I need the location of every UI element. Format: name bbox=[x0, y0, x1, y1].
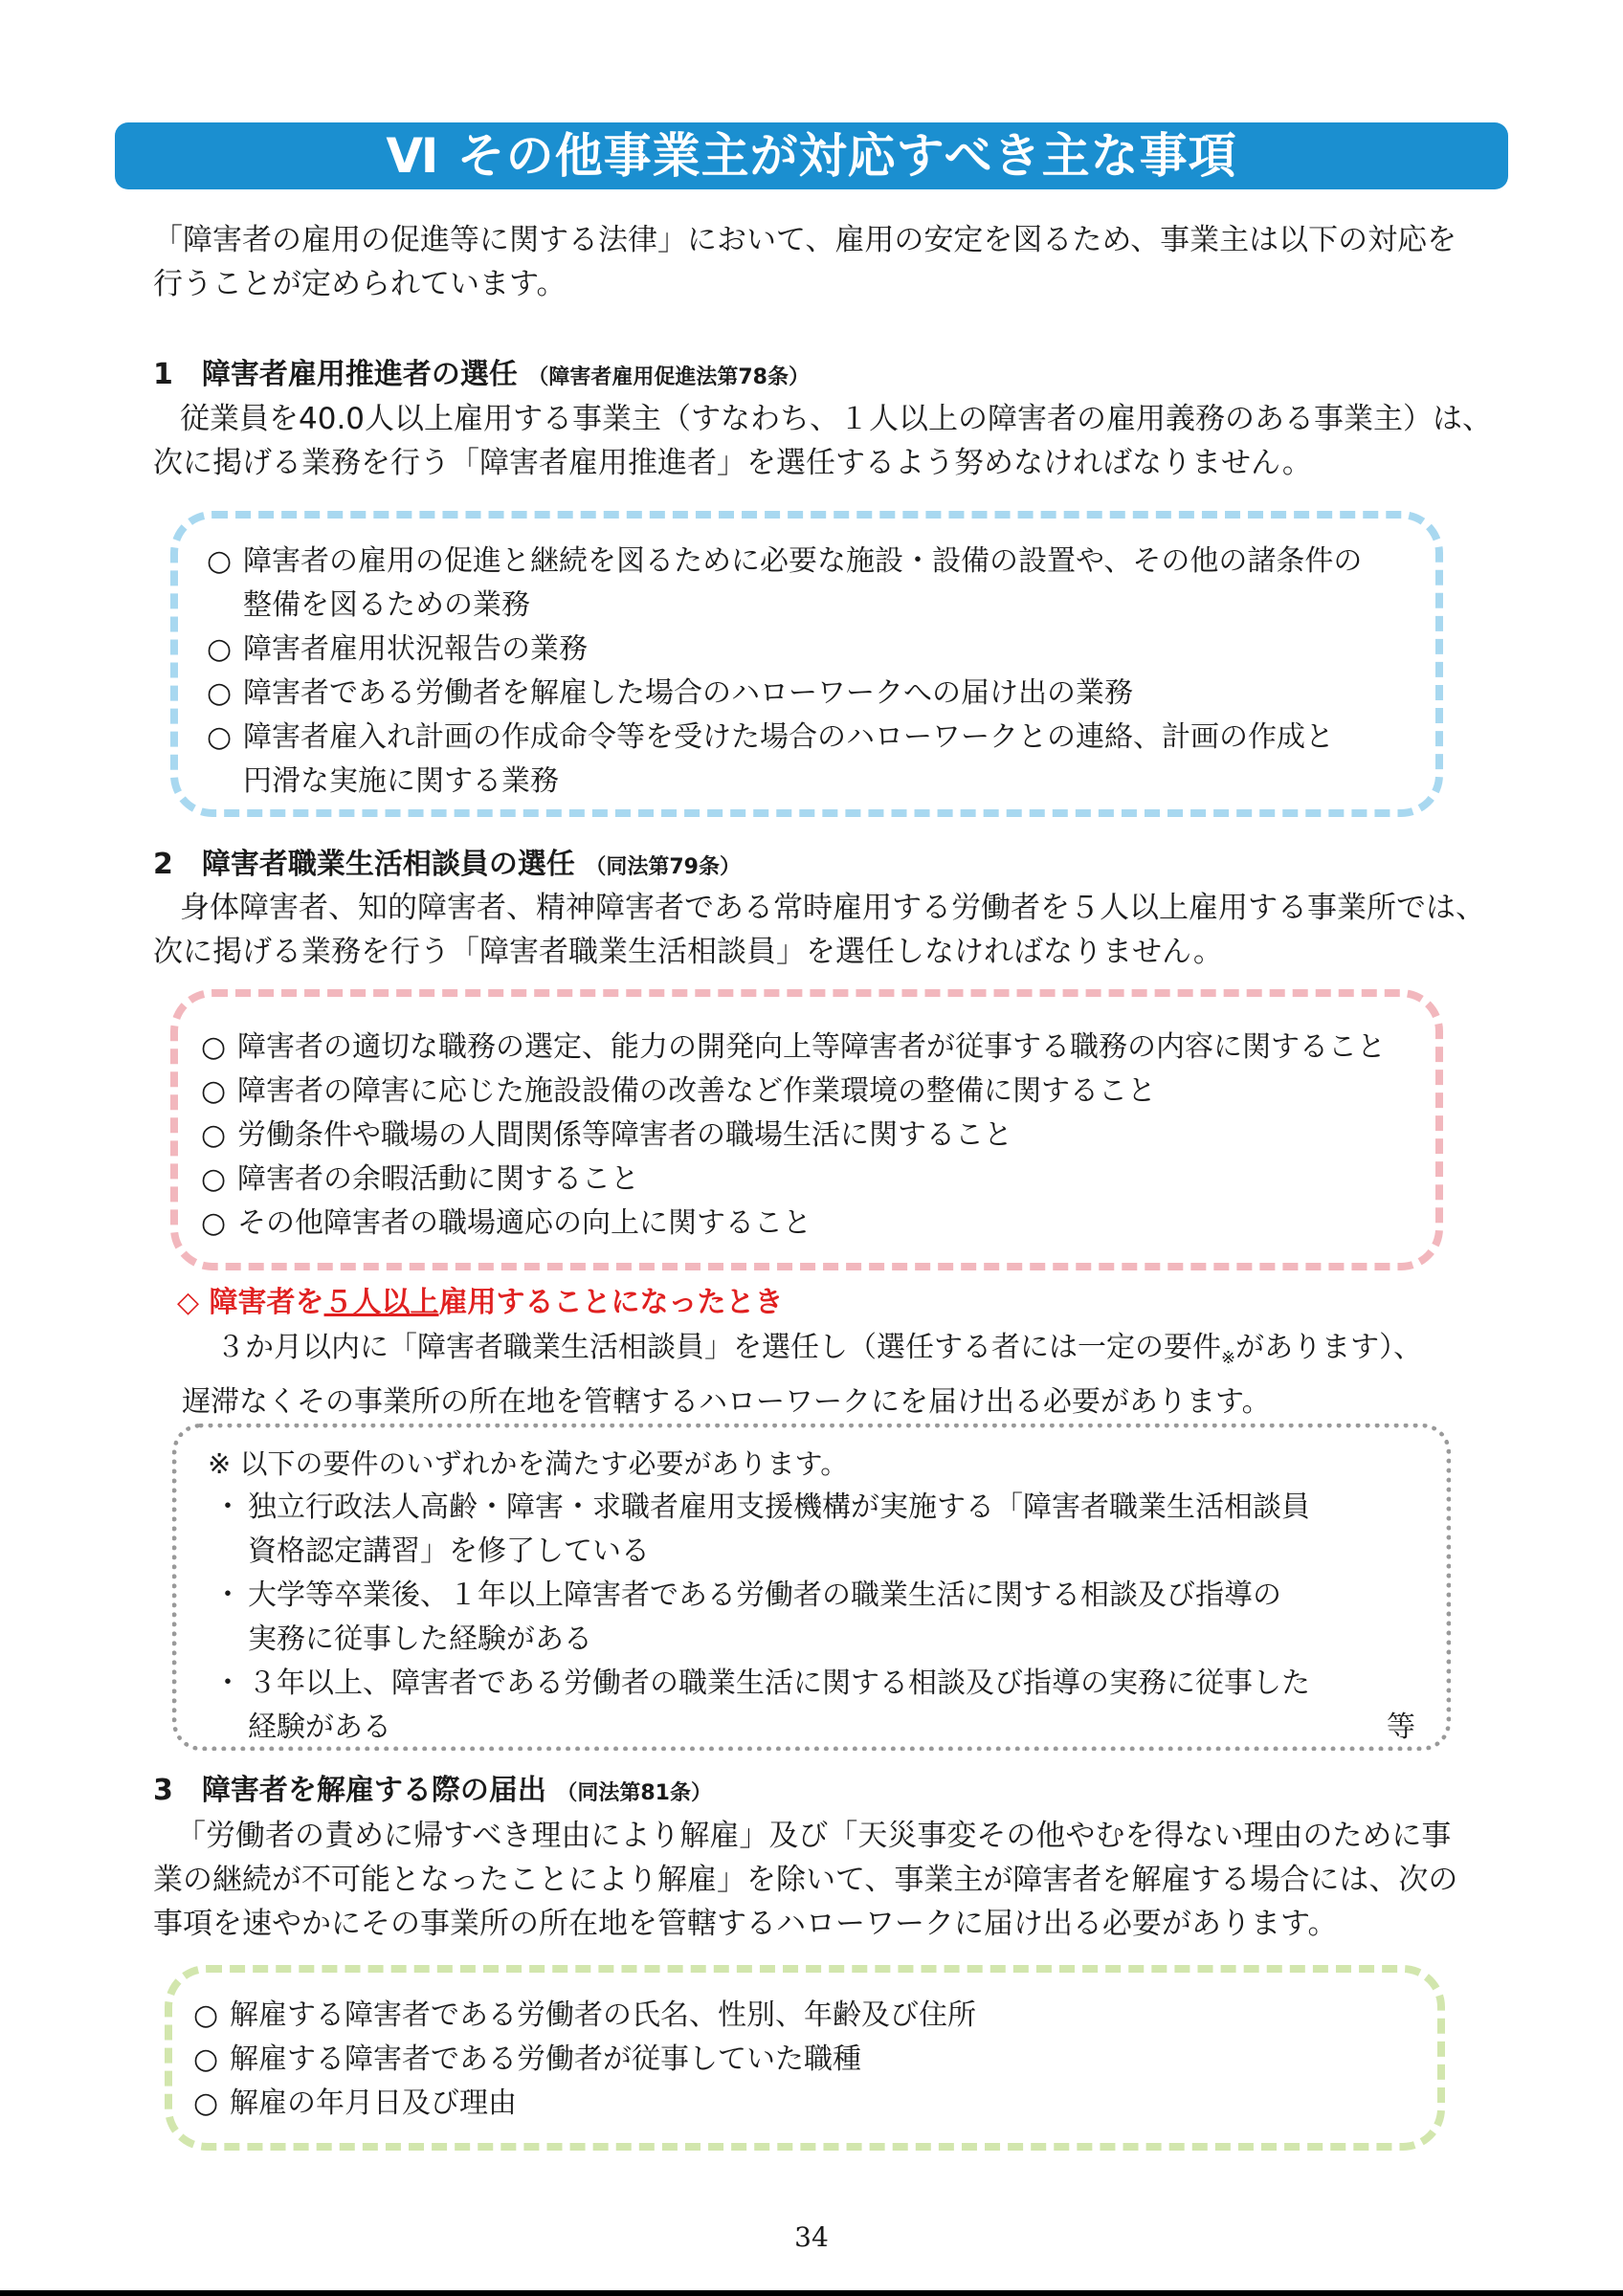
circle-bullet-icon: ○ bbox=[201, 1030, 227, 1064]
intro-line: 行うことが定められています。 bbox=[153, 267, 567, 301]
item-line: 障害者の適切な職務の選定、能力の開発向上等障害者が従事する職務の内容に関すること bbox=[237, 1030, 1386, 1064]
section-law-reference: （同法第79条） bbox=[585, 855, 741, 879]
list-item bbox=[193, 1994, 1418, 2038]
section-1-heading bbox=[153, 356, 1493, 397]
dot-bullet-icon: ・ bbox=[213, 1578, 242, 1612]
item-line: 解雇する障害者である労働者が従事していた職種 bbox=[230, 2042, 861, 2076]
body-line: 「労働者の責めに帰すべき理由により解雇」及び「天災事変その他やむを得ない理由のために事 bbox=[176, 1819, 1452, 1853]
item-line: 独立行政法人高齢・障害・求職者雇用支援機構が実施する「障害者職業生活相談員 bbox=[248, 1490, 1310, 1524]
circle-bullet-icon: ○ bbox=[201, 1162, 227, 1196]
section-heading-text: 2 障害者職業生活相談員の選任 bbox=[153, 848, 575, 881]
page-title: Ⅵ その他事業主が対応すべき主な事項 bbox=[386, 128, 1237, 184]
intro-paragraph bbox=[153, 218, 1493, 306]
bottom-rule bbox=[0, 2290, 1623, 2296]
circle-bullet-icon: ○ bbox=[207, 544, 233, 578]
circle-bullet-icon: ○ bbox=[193, 2086, 219, 2120]
body-line: 身体障害者、知的障害者、精神障害者である常時雇用する労働者を５人以上雇用する事業所では、 bbox=[180, 891, 1485, 925]
section-3-body bbox=[153, 1814, 1493, 1946]
item-line: 経験がある bbox=[248, 1711, 391, 1744]
section-1-body bbox=[153, 397, 1493, 485]
list-item bbox=[201, 1026, 1416, 1070]
item-line: 解雇の年月日及び理由 bbox=[230, 2086, 517, 2120]
section-1-duties-box bbox=[170, 511, 1443, 817]
circle-bullet-icon: ○ bbox=[201, 1074, 227, 1108]
notice-line bbox=[182, 1326, 1502, 1380]
item-line: 整備を図るための業務 bbox=[243, 588, 530, 622]
circle-bullet-icon: ○ bbox=[201, 1206, 227, 1240]
item-line: 労働条件や職場の人間関係等障害者の職場生活に関すること bbox=[237, 1118, 1012, 1152]
section-law-reference: （同法第81条） bbox=[556, 1781, 712, 1805]
item-line: 障害者の余暇活動に関すること bbox=[237, 1162, 639, 1196]
list-item bbox=[207, 628, 1407, 672]
list-item bbox=[201, 1114, 1416, 1158]
notice-suffix: 雇用することになったとき bbox=[438, 1286, 784, 1319]
item-line: 障害者である労働者を解雇した場合のハローワークへの届け出の業務 bbox=[243, 676, 1133, 710]
item-line: 大学等卒業後、１年以上障害者である労働者の職業生活に関する相談及び指導の bbox=[248, 1578, 1281, 1612]
dot-bullet-icon: ・ bbox=[213, 1490, 242, 1524]
body-line: 次に掲げる業務を行う「障害者職業生活相談員」を選任しなければなりません。 bbox=[153, 935, 1223, 969]
item-line: 解雇する障害者である労働者の氏名、性別、年齢及び住所 bbox=[230, 1998, 976, 2032]
list-item bbox=[207, 540, 1407, 628]
circle-bullet-icon: ○ bbox=[207, 720, 233, 754]
section-heading-text: 1 障害者雇用推進者の選任 bbox=[153, 358, 518, 391]
list-item bbox=[193, 2038, 1418, 2082]
body-line: 従業員を40.0人以上雇用する事業主（すなわち、１人以上の障害者の雇用義務のある事業主）は、 bbox=[180, 402, 1493, 436]
circle-bullet-icon: ○ bbox=[201, 1118, 227, 1152]
section-2-duties-box bbox=[170, 989, 1443, 1270]
list-item bbox=[193, 2082, 1418, 2126]
intro-line: 「障害者の雇用の促進等に関する法律」において、雇用の安定を図るため、事業主は以下の対応を bbox=[153, 223, 1457, 257]
item-line: 実務に従事した経験がある bbox=[248, 1623, 592, 1656]
circle-bullet-icon: ○ bbox=[193, 1998, 219, 2032]
notice-line-b: があります）、 bbox=[1235, 1331, 1423, 1364]
etc-mark: 等 bbox=[1387, 1711, 1415, 1744]
duties-list bbox=[201, 1026, 1416, 1246]
item-line: ３年以上、障害者である労働者の職業生活に関する相談及び指導の実務に従事した bbox=[248, 1667, 1310, 1700]
item-line: 障害者の障害に応じた施設設備の改善など作業環境の整備に関すること bbox=[237, 1074, 1156, 1108]
section-3-items-box bbox=[165, 1965, 1445, 2151]
requirement-item bbox=[208, 1486, 1419, 1574]
body-line: 事項を速やかにその事業所の所在地を管轄するハローワークに届け出る必要があります。 bbox=[153, 1907, 1338, 1941]
asterisk-mark: ※ bbox=[1221, 1348, 1236, 1368]
notice-prefix: 障害者を bbox=[209, 1286, 324, 1319]
notice-line-a: ３か月以内に「障害者職業生活相談員」を選任し（選任する者には一定の要件 bbox=[216, 1331, 1221, 1364]
requirements-box bbox=[172, 1424, 1451, 1751]
dot-bullet-icon: ・ bbox=[213, 1667, 242, 1700]
duties-list bbox=[207, 540, 1407, 804]
notice-body bbox=[182, 1326, 1502, 1424]
item-line: 障害者雇用状況報告の業務 bbox=[243, 632, 588, 666]
notice-underlined: ５人以上 bbox=[323, 1286, 439, 1319]
section-law-reference: （障害者雇用促進法第78条） bbox=[527, 365, 810, 389]
section-2-body bbox=[153, 886, 1493, 974]
item-line: 障害者雇入れ計画の作成命令等を受けた場合のハローワークとの連絡、計画の作成と bbox=[243, 720, 1334, 754]
diamond-icon: ◇ bbox=[177, 1286, 200, 1319]
item-line: 資格認定講習」を修了している bbox=[248, 1534, 650, 1568]
requirement-item bbox=[208, 1574, 1419, 1662]
list-item bbox=[207, 672, 1407, 716]
section-heading-text: 3 障害者を解雇する際の届出 bbox=[153, 1774, 546, 1807]
requirement-item bbox=[208, 1662, 1419, 1750]
item-line: その他障害者の職場適応の向上に関すること bbox=[237, 1206, 812, 1240]
section-2-heading bbox=[153, 846, 1493, 887]
page-number: 34 bbox=[794, 2221, 829, 2253]
body-line: 業の継続が不可能となったことにより解雇」を除いて、事業主が障害者を解雇する場合には、次の bbox=[153, 1863, 1458, 1897]
circle-bullet-icon: ○ bbox=[207, 632, 233, 666]
list-item bbox=[207, 716, 1407, 804]
section-title-banner bbox=[115, 122, 1508, 189]
notice-line: 遅滞なくその事業所の所在地を管轄するハローワークにを届け出る必要があります。 bbox=[182, 1385, 1271, 1419]
list-item bbox=[201, 1202, 1416, 1246]
body-line: 次に掲げる業務を行う「障害者雇用推進者」を選任するよう努めなければなりません。 bbox=[153, 446, 1312, 480]
section-3-heading bbox=[153, 1772, 1493, 1813]
item-line: 障害者の雇用の促進と継続を図るために必要な施設・設備の設置や、その他の諸条件の bbox=[243, 544, 1363, 578]
requirements-lead: ※ 以下の要件のいずれかを満たす必要があります。 bbox=[208, 1447, 849, 1480]
list-item bbox=[201, 1070, 1416, 1114]
notice-heading bbox=[177, 1282, 784, 1324]
item-line: 円滑な実施に関する業務 bbox=[243, 764, 559, 798]
notification-items-list bbox=[193, 1994, 1418, 2126]
circle-bullet-icon: ○ bbox=[193, 2042, 219, 2076]
list-item bbox=[201, 1158, 1416, 1202]
circle-bullet-icon: ○ bbox=[207, 676, 233, 710]
